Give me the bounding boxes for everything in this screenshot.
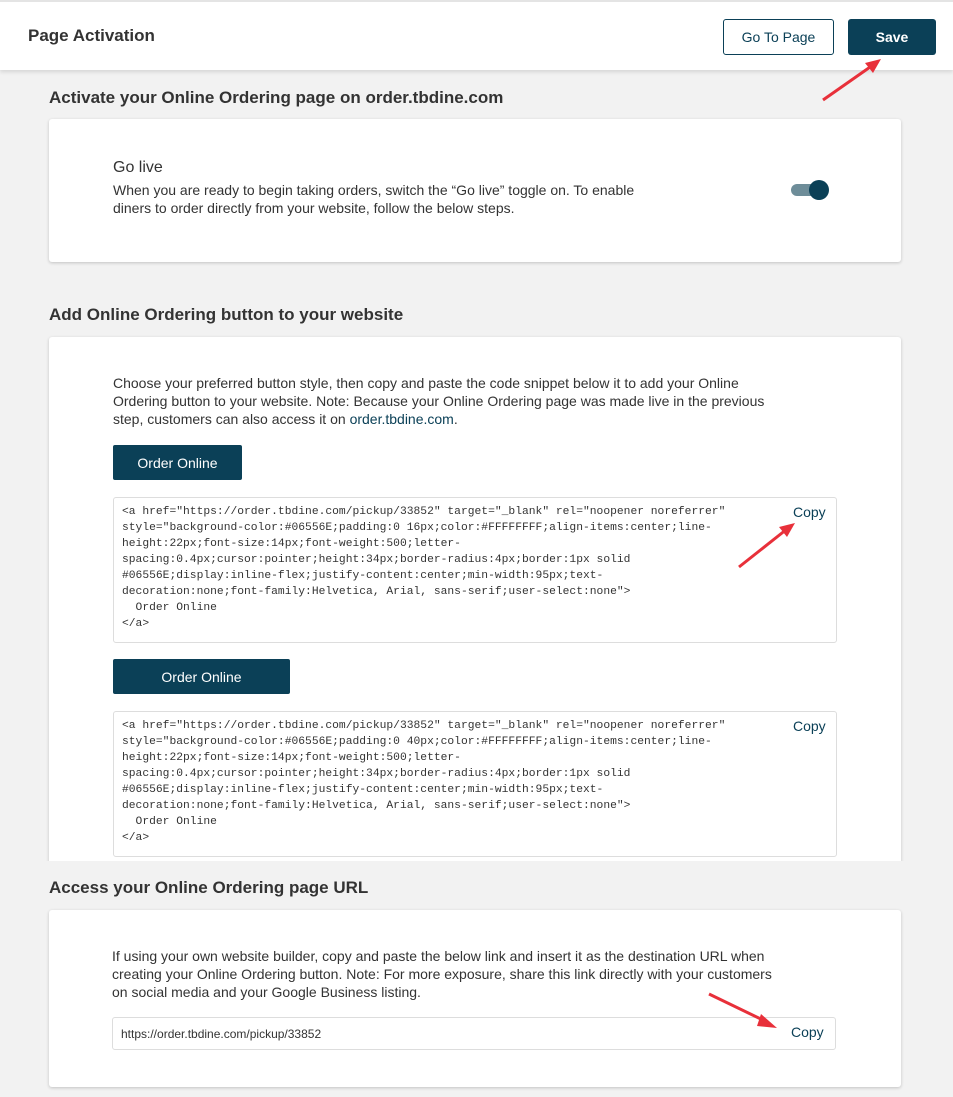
- intro-end: .: [453, 411, 458, 427]
- intro-line: [113, 410, 764, 428]
- intro-text: step, customers can also access it on: [113, 411, 350, 427]
- copy-url-button[interactable]: Copy: [791, 1024, 824, 1040]
- annotation-arrow-icon: [703, 988, 783, 1033]
- section-heading-activate: Activate your Online Ordering page on order.tbdine.com: [49, 88, 504, 107]
- go-live-toggle[interactable]: [791, 180, 829, 200]
- intro-line: Choose your preferred button style, then copy and paste the code snippet below it to add your Online: [113, 375, 739, 391]
- go-live-description: [113, 181, 634, 217]
- order-online-button-style-2[interactable]: Order Online: [113, 659, 290, 694]
- url-desc-line: creating your Online Ordering button. Note: For more exposure, share this link directly with your customers: [112, 966, 772, 982]
- section-heading-url: Access your Online Ordering page URL: [49, 878, 369, 897]
- section-heading-add-button: Add Online Ordering button to your website: [49, 305, 404, 324]
- order-online-button-style-1[interactable]: Order Online: [113, 445, 242, 480]
- code-snippet-2[interactable]: <a href="https://order.tbdine.com/pickup/33852" target="_blank" rel="noopener noreferrer" style="background-color:#06556E;padding:0 40px;color:#FFFFFFFF;align-items:center;line- height:22px;font-size:14px;font-weight:500;letter- spacing:0.4px;cursor:pointer;height:34px;border-radius:4px;border:1px solid #06556E;display:inline-flex;justify-content:center;min-width:95px;text- decoration:none;font-family:Helvetica, Arial, sans-serif;user-select:none"> Order Online </a>: [113, 711, 837, 857]
- url-desc-line: on social media and your Google Business listing.: [112, 984, 421, 1000]
- url-desc-line: If using your own website builder, copy and paste the below link and insert it as the destination URL when: [112, 948, 765, 964]
- code-snippet-1[interactable]: <a href="https://order.tbdine.com/pickup/33852" target="_blank" rel="noopener noreferrer" style="background-color:#06556E;padding:0 16px;color:#FFFFFFFF;align-items:center;line- height:22px;font-size:14px;font-weight:500;letter- spacing:0.4px;cursor:pointer;height:34px;border-radius:4px;border:1px solid #06556E;display:inline-flex;justify-content:center;min-width:95px;text- decoration:none;font-family:Helvetica, Arial, sans-serif;user-select:none"> Order Online </a>: [113, 497, 837, 643]
- save-button[interactable]: Save: [848, 19, 936, 55]
- annotation-arrow-icon: [815, 55, 885, 105]
- go-live-desc-line: When you are ready to begin taking orders, switch the “Go live” toggle on. To enable: [113, 182, 635, 198]
- order-site-link[interactable]: order.tbdine.com: [349, 411, 454, 427]
- intro-line: Ordering button to your website. Note: Because your Online Ordering page was made live in the previous: [113, 393, 765, 409]
- page-title: Page Activation: [28, 26, 155, 45]
- url-description: [112, 947, 772, 1001]
- page-header: [0, 0, 953, 70]
- go-live-card: [49, 119, 901, 262]
- go-to-page-button[interactable]: Go To Page: [723, 19, 834, 55]
- button-snippet-card: [49, 337, 901, 877]
- copy-snippet-2-button[interactable]: Copy: [793, 718, 826, 734]
- go-live-title: Go live: [113, 159, 163, 176]
- annotation-arrow-icon: [733, 515, 803, 573]
- go-live-desc-line: diners to order directly from your website, follow the below steps.: [113, 200, 515, 216]
- toggle-knob: [809, 180, 829, 200]
- snippet-intro: [113, 374, 764, 428]
- ordering-url-field[interactable]: https://order.tbdine.com/pickup/33852: [112, 1017, 836, 1050]
- copy-snippet-1-button[interactable]: Copy: [793, 504, 826, 520]
